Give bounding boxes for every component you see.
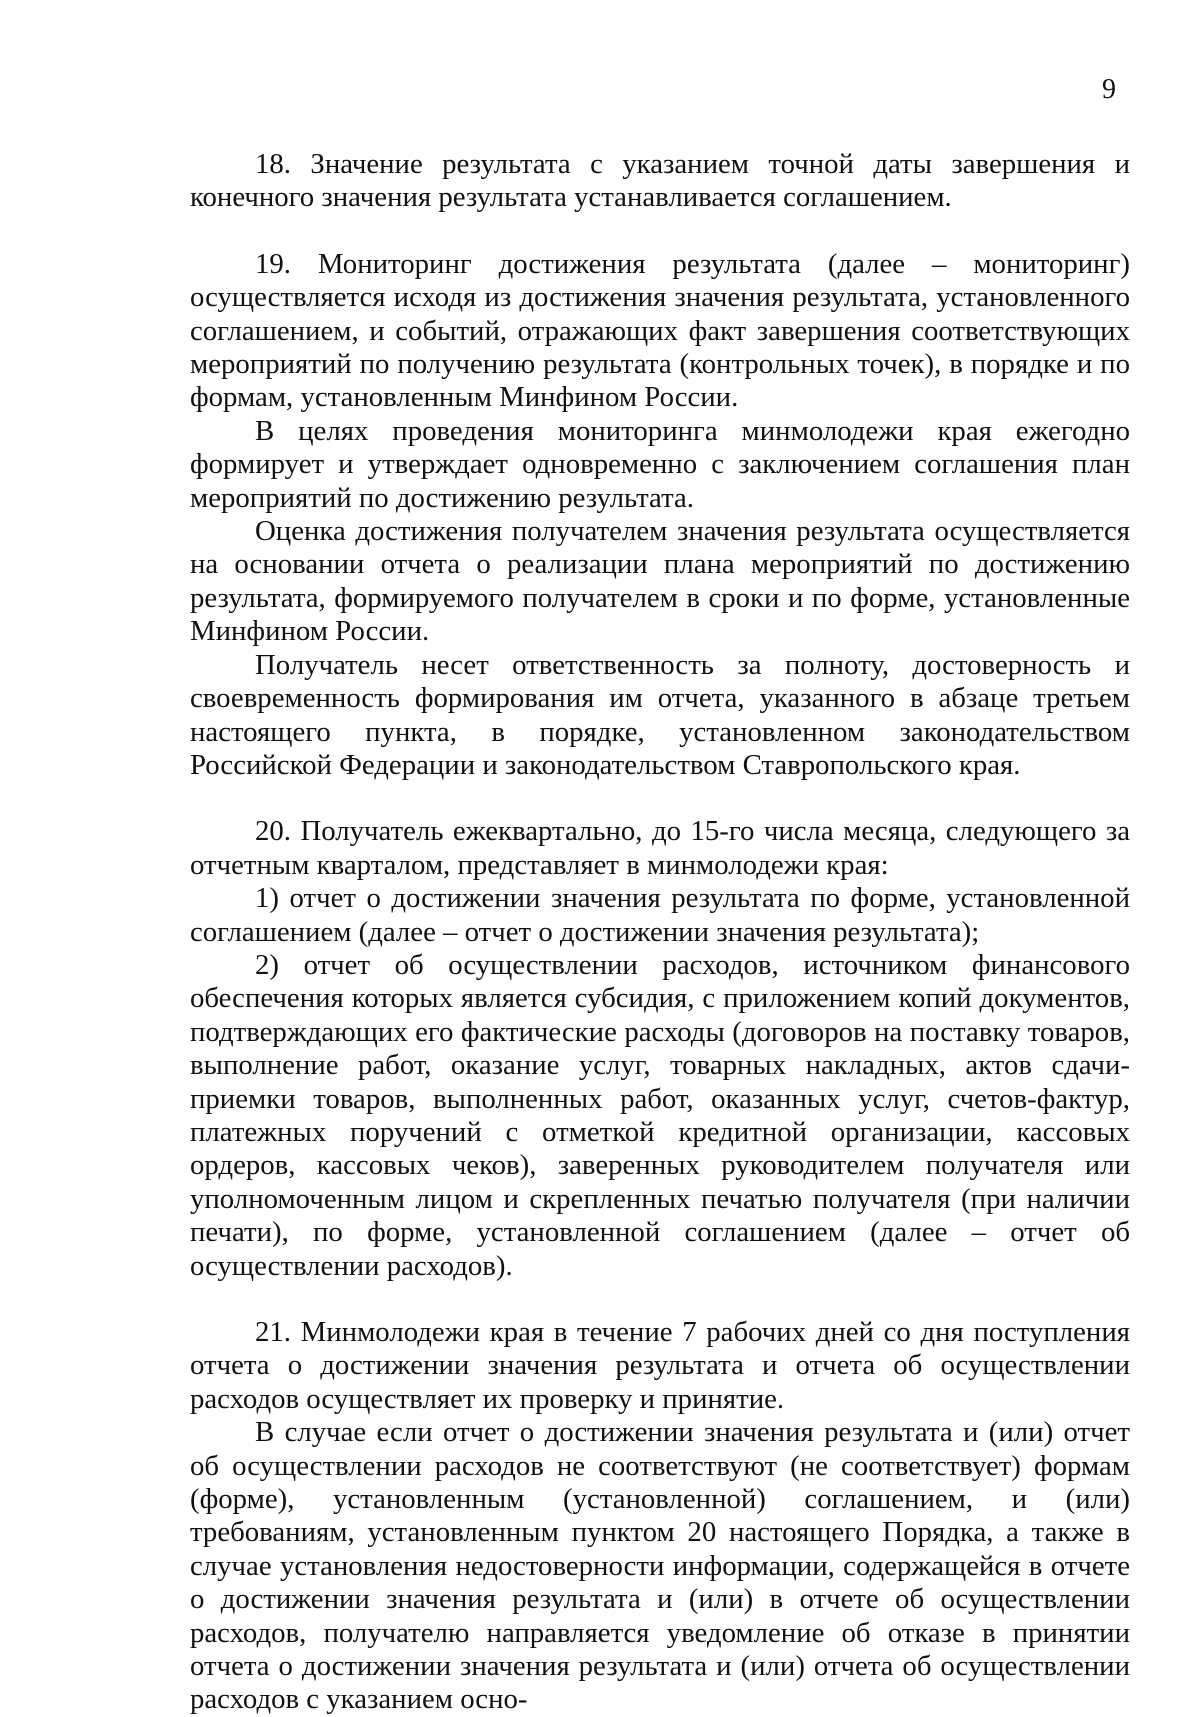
document-body [190, 148, 1130, 1717]
paragraph: Оценка достижения получателем значения результата осуществляется на основании отчета о реализации плана мероприятий по достижению результата, формируемого получателем в сроки и по форме, установленные Минфином России. [190, 515, 1130, 648]
paragraph: В целях проведения мониторинга минмолодежи края ежегодно формирует и утверждает одновременно с заключением соглашения план мероприятий по достижению результата. [190, 414, 1130, 514]
paragraph: 19. Мониторинг достижения результата (далее – мониторинг) осуществляется исходя из достижения значения результата, установленного соглашением, и событий, отражающих факт завершения соответствующих мероприятий по получению результата (контрольных точек), в порядке и по формам, установленным Минфином России. [190, 247, 1130, 414]
paragraph: 21. Минмолодежи края в течение 7 рабочих дней со дня поступления отчета о достижении значения результата и отчета об осуществлении расходов осуществляет их проверку и принятие. [190, 1316, 1130, 1415]
paragraph: 2) отчет об осуществлении расходов, источником финансового обеспечения которых является субсидия, с приложением копий документов, подтверждающих его фактические расходы (договоров на поставку товаров, выполнение работ, оказание услуг, товарных накладных, актов сдачи-приемки товаров, выполненных работ, оказанных услуг, счетов-фактур, платежных поручений с отметкой кредитной организации, кассовых ордеров, кассовых чеков), заверенных руководителем получателя или уполномоченным лицом и скрепленных печатью получателя (при наличии печати), по форме, установленной соглашением (далее – отчет об осуществлении расходов). [190, 948, 1130, 1282]
paragraph: В случае если отчет о достижении значения результата и (или) отчет об осуществлении расходов не соответствуют (не соответствует) формам (форме), установленным (установленной) соглашением, и (или) требованиям, установленным пунктом 20 настоящего Порядка, а также в случае установления недостоверности информации, содержащейся в отчете о достижении значения результата и (или) в отчете об осуществлении расходов, получателю направляется уведомление об отказе в принятии отчета о достижении значения результата и (или) отчета об осуществлении расходов с указанием осно- [190, 1416, 1130, 1716]
page-number: 9 [1102, 74, 1116, 105]
paragraph: Получатель несет ответственность за полноту, достоверность и своевременность формирования им отчета, указанного в абзаце третьем настоящего пункта, в порядке, установленном законодательством Российской Федерации и законодательством Ставропольского края. [190, 648, 1130, 781]
paragraph: 18. Значение результата с указанием точной даты завершения и конечного значения результата устанавливается соглашением. [190, 148, 1130, 214]
paragraph: 1) отчет о достижении значения результата по форме, установленной соглашением (далее – отчет о достижении значения результата); [190, 882, 1130, 948]
paragraph: 20. Получатель ежеквартально, до 15-го числа месяца, следующего за отчетным кварталом, представляет в минмолодежи края: [190, 815, 1130, 881]
